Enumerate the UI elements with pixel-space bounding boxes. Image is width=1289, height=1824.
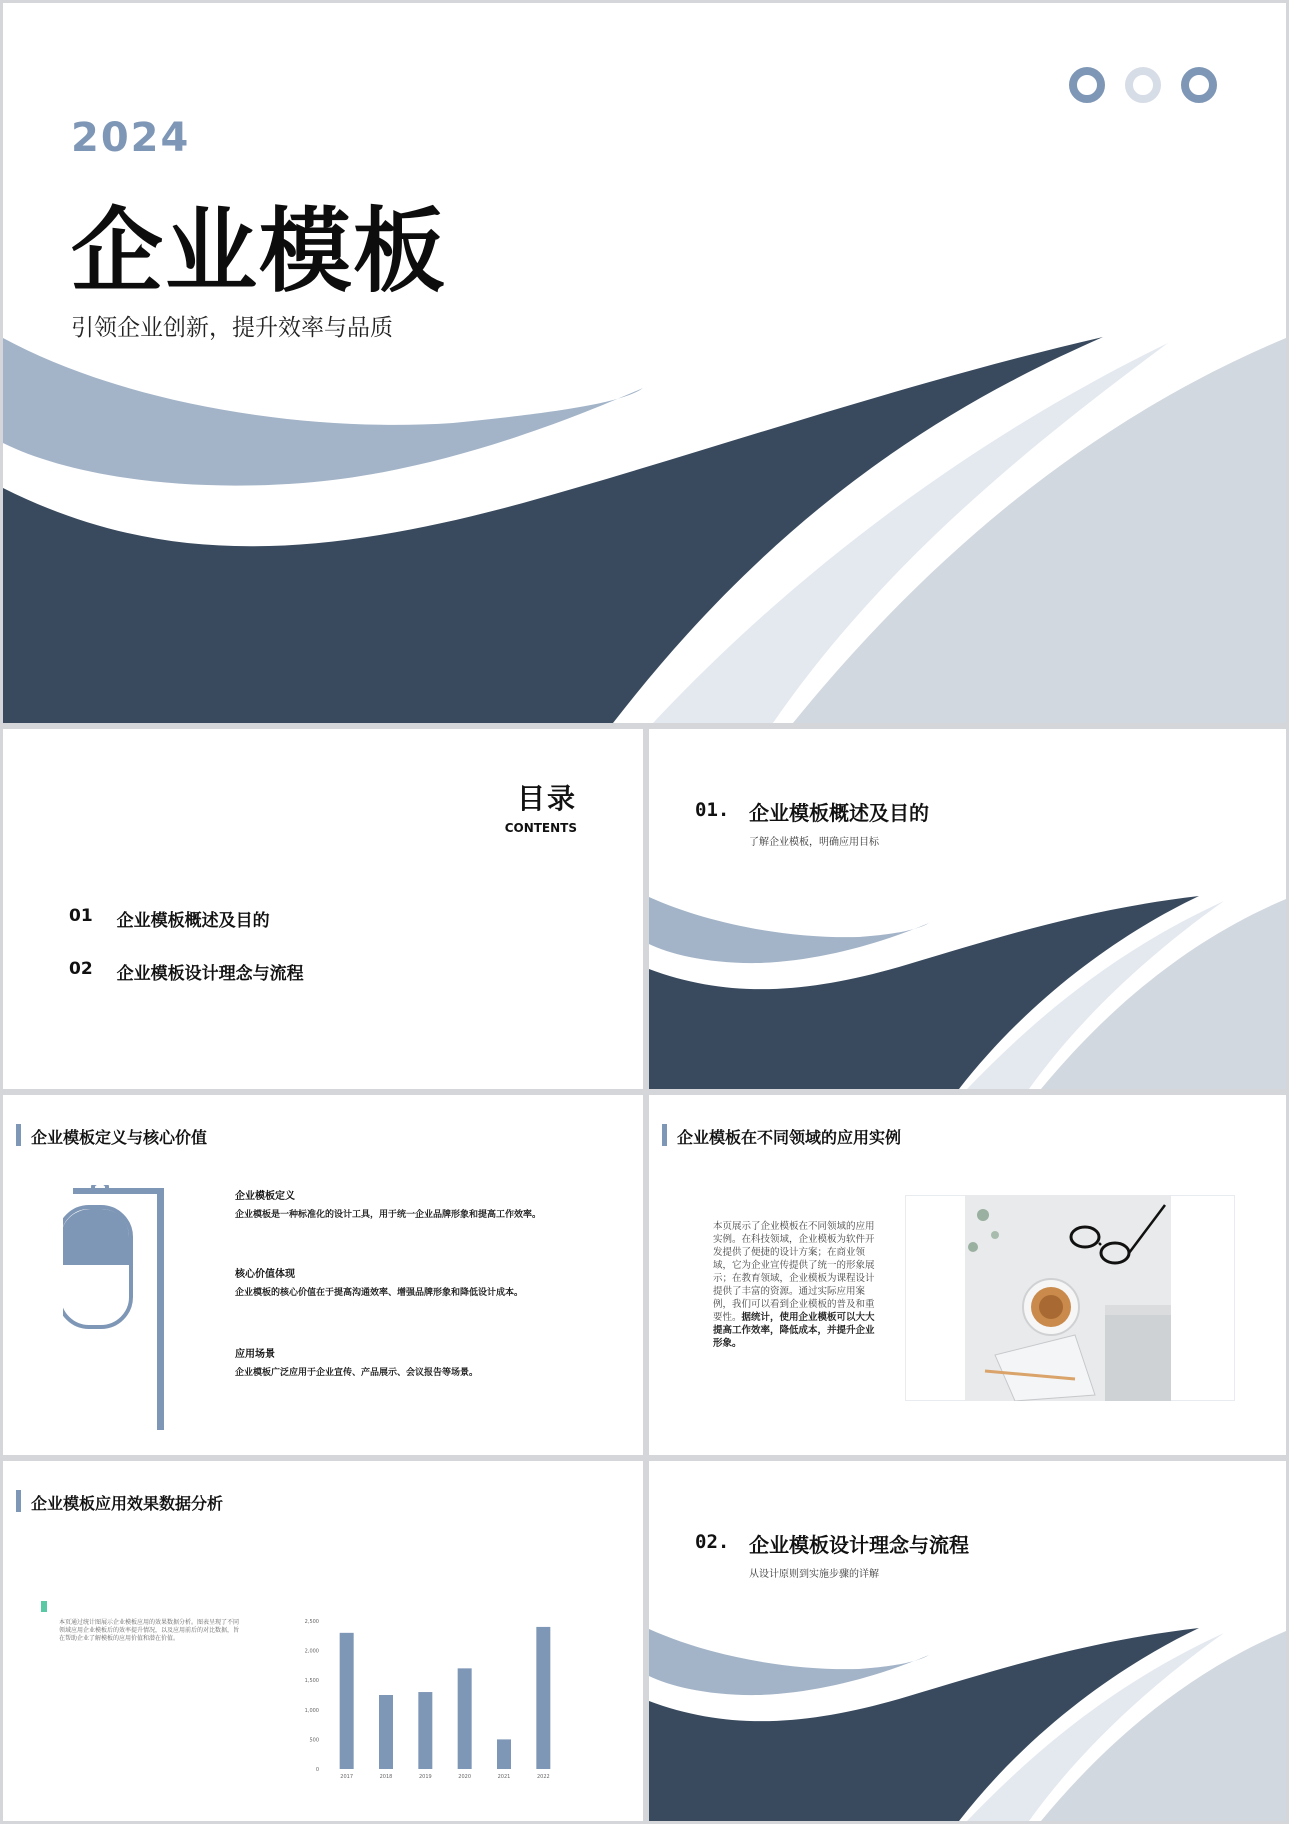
- block-text: 企业模板广泛应用于企业宣传、产品展示、会议报告等场景。: [235, 1368, 479, 1378]
- iv-bag-icon: [63, 1185, 183, 1435]
- title-accent-bar: [662, 1124, 667, 1146]
- section-subtitle: 了解企业模板，明确应用目标: [749, 837, 879, 848]
- toc-item[interactable]: [69, 906, 270, 931]
- cover-title: 企业模板: [71, 198, 448, 305]
- cover-slide[interactable]: [3, 3, 1286, 723]
- title-accent-bar: [16, 1124, 21, 1146]
- paragraph-text: 本页展示了企业模板在不同领域的应用实例。在科技领域，企业模板为软件开发提供了便捷的设计方案；在商业领域，它为企业宣传提供了统一的形象展示；在教育领域，企业模板为课程设计提供了丰富的资源。通过实际应用案例，我们可以看到企业模板的普及和重要性。: [713, 1221, 875, 1323]
- section-wave-graphic: [649, 1461, 1286, 1821]
- y-tick-label: 1,500: [304, 1678, 319, 1685]
- block-title: 企业模板定义: [235, 1191, 295, 1202]
- bar-2019: [418, 1692, 432, 1769]
- toc-item-label: 企业模板概述及目的: [116, 911, 270, 931]
- application-paragraph: [713, 1220, 883, 1350]
- data-analysis-slide[interactable]: [3, 1461, 643, 1821]
- bar-2021: [497, 1739, 511, 1769]
- data-paragraph: 本页通过统计图展示企业模板应用的效果数据分析。图表呈现了不同领域应用企业模板后的效率提升情况，以及应用前后的对比数据，旨在帮助企业了解模板的应用价值和潜在价值。: [59, 1619, 240, 1642]
- ring-icon: [1069, 67, 1105, 103]
- x-tick-label: 2018: [379, 1774, 393, 1780]
- cover-wave-graphic: [3, 3, 1286, 723]
- decorative-dots: [1069, 67, 1217, 103]
- y-tick-label: 2,000: [304, 1648, 319, 1655]
- slide-title: 企业模板在不同领域的应用实例: [677, 1128, 902, 1147]
- x-tick-label: 2022: [536, 1774, 550, 1780]
- x-tick-label: 2021: [497, 1774, 511, 1780]
- contents-slide[interactable]: [3, 729, 643, 1089]
- slide-title: 企业模板应用效果数据分析: [31, 1494, 224, 1513]
- bar-chart: [293, 1611, 573, 1786]
- toc-item-label: 企业模板设计理念与流程: [116, 964, 304, 984]
- section-title: 企业模板概述及目的: [749, 801, 929, 825]
- desk-photo: [965, 1195, 1171, 1401]
- y-tick-label: 2,500: [304, 1619, 319, 1625]
- title-accent-bar: [16, 1490, 21, 1512]
- contents-subtitle: CONTENTS: [504, 821, 577, 835]
- block-title: 核心价值体现: [235, 1269, 295, 1280]
- section-number: 02.: [695, 1531, 730, 1553]
- contents-title: 目录: [516, 782, 577, 815]
- block-title: 应用场景: [235, 1349, 275, 1360]
- toc-item-number: 02: [69, 959, 93, 979]
- section-slide-01[interactable]: [649, 729, 1286, 1089]
- toc-item[interactable]: [69, 959, 304, 984]
- ring-icon: [1125, 67, 1161, 103]
- bar-2020: [458, 1668, 472, 1769]
- cover-year: 2024: [71, 115, 191, 161]
- bar-2018: [379, 1695, 393, 1769]
- x-tick-label: 2019: [418, 1774, 432, 1780]
- accent-marker: [41, 1601, 47, 1612]
- section-slide-02[interactable]: [649, 1461, 1286, 1821]
- paragraph-bold-text: 据统计，使用企业模板可以大大提高工作效率，降低成本，并提升企业形象。: [713, 1312, 875, 1349]
- y-tick-label: 500: [309, 1737, 319, 1744]
- x-tick-label: 2020: [458, 1774, 472, 1780]
- section-number: 01.: [695, 799, 730, 821]
- toc-item-number: 01: [69, 906, 93, 926]
- section-subtitle: 从设计原则到实施步骤的详解: [749, 1569, 879, 1580]
- definition-slide[interactable]: [3, 1095, 643, 1455]
- cover-subtitle: 引领企业创新，提升效率与品质: [71, 315, 393, 341]
- slide-title: 企业模板定义与核心价值: [31, 1128, 208, 1147]
- bar-2022: [536, 1627, 550, 1769]
- bar-2017: [340, 1633, 354, 1769]
- section-wave-graphic: [649, 729, 1286, 1089]
- ring-icon: [1181, 67, 1217, 103]
- block-text: 企业模板的核心价值在于提高沟通效率、增强品牌形象和降低设计成本。: [235, 1288, 524, 1298]
- section-title: 企业模板设计理念与流程: [749, 1533, 969, 1557]
- block-text: 企业模板是一种标准化的设计工具，用于统一企业品牌形象和提高工作效率。: [235, 1210, 542, 1220]
- y-tick-label: 0: [315, 1767, 319, 1773]
- y-tick-label: 1,000: [304, 1707, 319, 1714]
- x-tick-label: 2017: [340, 1774, 354, 1780]
- application-slide[interactable]: [649, 1095, 1286, 1455]
